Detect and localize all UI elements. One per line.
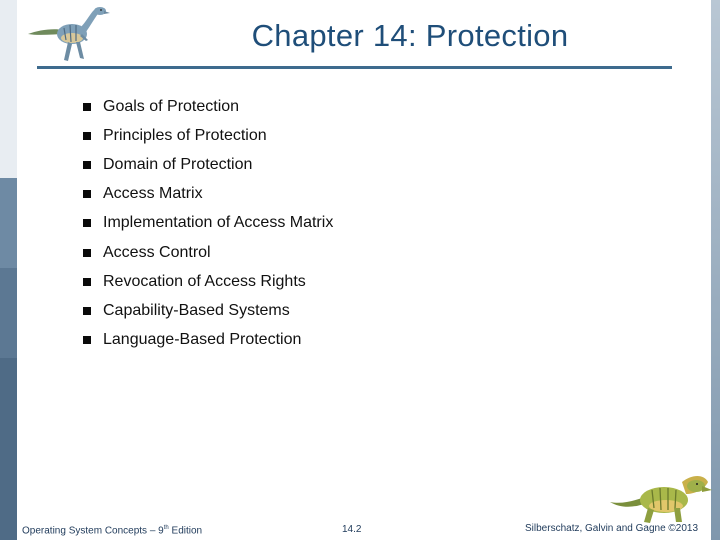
- list-item-label: Access Control: [103, 243, 211, 261]
- footer-page-number: 14.2: [342, 524, 362, 535]
- right-sidebar-bar: [711, 0, 720, 540]
- list-item: [83, 92, 333, 121]
- list-item-label: Implementation of Access Matrix: [103, 214, 334, 232]
- bullet-square-icon: [83, 249, 91, 257]
- bullet-square-icon: [83, 190, 91, 198]
- list-item: [83, 150, 333, 179]
- list-item: [83, 296, 333, 325]
- list-item: [83, 121, 333, 150]
- footer-copyright: Silberschatz, Galvin and Gagne ©2013: [525, 523, 699, 534]
- left-sidebar-bar: [0, 0, 17, 540]
- list-item: [83, 267, 333, 296]
- dinosaur-icon: [24, 4, 116, 70]
- list-item: [83, 180, 333, 209]
- list-item-label: Revocation of Access Rights: [103, 272, 306, 290]
- dinosaur-icon: [608, 464, 714, 526]
- page-title: Chapter 14: Protection: [251, 18, 569, 53]
- bullet-square-icon: [83, 132, 91, 140]
- list-item-label: Goals of Protection: [103, 97, 240, 115]
- list-item-label: Principles of Protection: [103, 126, 267, 144]
- bullet-square-icon: [83, 336, 91, 344]
- list-item-label: Capability-Based Systems: [103, 301, 290, 319]
- list-item: [83, 209, 333, 238]
- title-divider: [37, 66, 672, 69]
- footer-book-title: Operating System Concepts – 9th Edition: [22, 525, 203, 537]
- list-item-label: Access Matrix: [103, 185, 203, 203]
- list-item: [83, 326, 333, 355]
- bullet-square-icon: [83, 161, 91, 169]
- bullet-square-icon: [83, 219, 91, 227]
- bullet-square-icon: [83, 278, 91, 286]
- list-item: [83, 238, 333, 267]
- list-item-label: Domain of Protection: [103, 155, 253, 173]
- topic-list: [83, 92, 333, 355]
- bullet-square-icon: [83, 103, 91, 111]
- bullet-square-icon: [83, 307, 91, 315]
- list-item-label: Language-Based Protection: [103, 331, 302, 349]
